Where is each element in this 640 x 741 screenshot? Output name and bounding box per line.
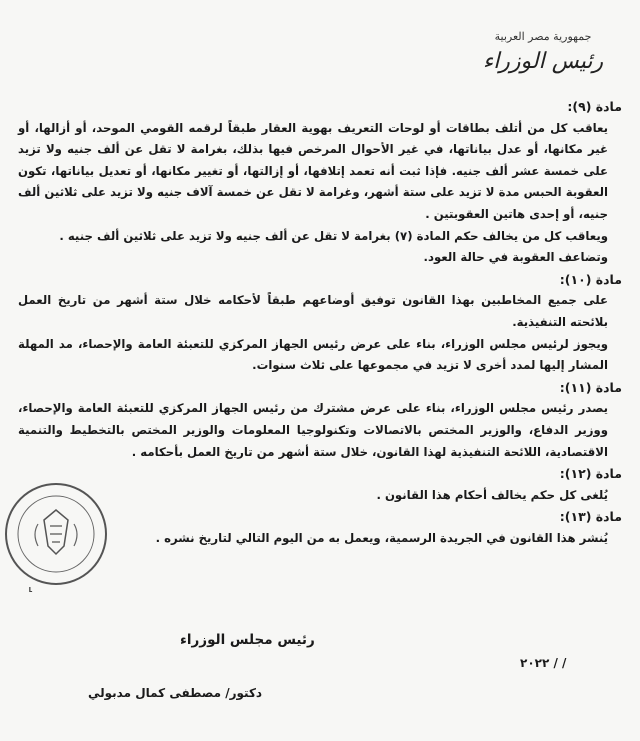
article-title: مادة (١٢):: [559, 466, 622, 482]
signatory-name: دكتور/ مصطفى كمال مدبولي: [88, 686, 263, 700]
article-title: مادة (١١):: [559, 379, 622, 395]
article-paragraph: يُنشر هذا القانون في الجريدة الرسمية، ويعمل به من اليوم التالي لتاريخ نشره .: [155, 530, 608, 545]
letterhead: [468, 12, 618, 90]
article: [18, 377, 622, 463]
article-paragraph: يعاقب كل من أتلف بطاقات أو لوحات التعريف بهوية العقار طبقاً لرقمه القومي الموحد، أو أزالها، أو غير مكانها، أو عدل بياناتها، في غير الأحوال المرخص فيها بذلك، بغرامة لا تقل عن ألف جنيه ولا تزيد على خمسة عشر ألف جنيه. فإذا ثبت أنه تعمد إتلافها، أو إزالتها، أو تغيير مكانها، أو تعديل بياناتها، تكون العقوبة الحبس مدة لا تزيد على ستة أشهر، وغرامة لا تقل عن خمسة آلاف جنيه ولا تزيد على ثلاثين ألف جنيه، أو إحدى هاتين العقوبتين .: [18, 120, 608, 221]
article-paragraph: يصدر رئيس مجلس الوزراء، بناء على عرض مشترك من رئيس الجهاز المركزي للتعبئة العامة والإحصاء، ووزير الدفاع، والوزير المختص بالاتصالات وتكنولوجيا المعلومات والوزير المختص بالتخطيط والتنمية الاقتصادية، اللائحة التنفيذية لهذا القانون، خلال ستة أشهر من تاريخ العمل بأحكامه .: [18, 401, 608, 459]
letterhead-office: رئيس الوزراء: [482, 49, 604, 74]
article-title: مادة (٩):: [567, 99, 622, 114]
article: [18, 269, 622, 377]
article-paragraph: ويعاقب كل من يخالف حكم المادة (٧) بغرامة لا تقل عن ألف جنيه ولا تزيد على ثلاثين ألف جنيه .: [59, 228, 608, 243]
letterhead-country: جمهورية مصر العربية: [494, 30, 592, 43]
margin-mark: ⸤: [28, 578, 34, 594]
signature-title: رئيس مجلس الوزراء: [180, 632, 315, 648]
article: [18, 96, 622, 269]
article-title: مادة (١٠):: [559, 271, 622, 287]
official-seal-icon: [2, 480, 110, 588]
article-paragraph: على جميع المخاطبين بهذا القانون توفيق أوضاعهم طبقاً لأحكامه خلال ستة أشهر من تاريخ العمل بلائحته التنفيذية.: [18, 293, 608, 329]
article-paragraph: يُلغى كل حكم يخالف أحكام هذا القانون .: [376, 487, 608, 502]
article-paragraph: ويجوز لرئيس مجلس الوزراء، بناء على عرض رئيس الجهاز المركزي للتعبئة العامة والإحصاء، مد المهلة المشار إليها لمدد أخرى لا تزيد في مجموعها على ثلاث سنوات.: [18, 336, 608, 373]
article-paragraph: وتضاعف العقوبة في حالة العود.: [423, 250, 608, 265]
signature-date: / / ٢٠٢٢: [520, 656, 567, 670]
article-title: مادة (١٣):: [559, 509, 622, 525]
